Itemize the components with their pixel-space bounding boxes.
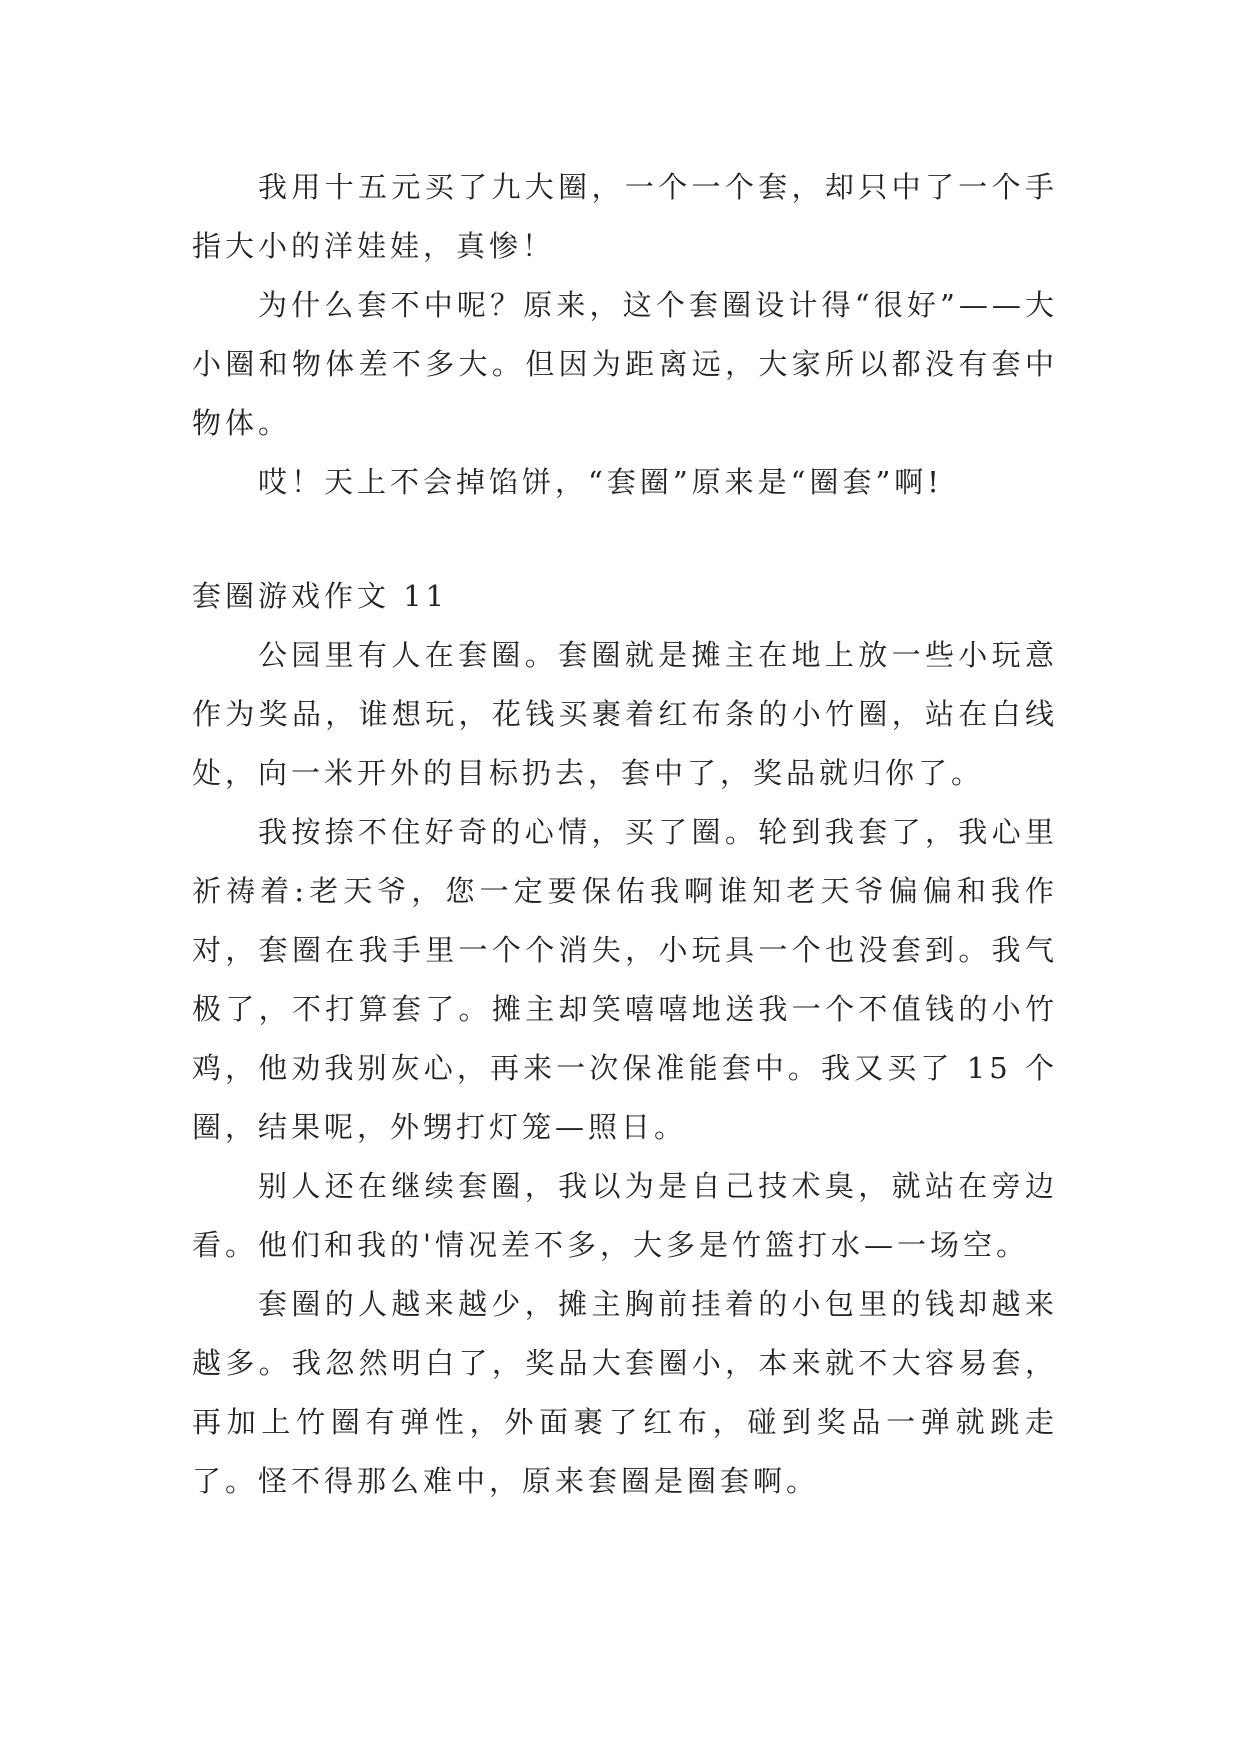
paragraph: 我按捺不住好奇的心情，买了圈。轮到我套了，我心里祈祷着:老天爷，您一定要保佑我啊谁知老天爷偏偏和我作对，套圈在我手里一个个消失，小玩具一个也没套到。我气极了，不打算套了。摊主却笑嘻嘻地送我一个不值钱的小竹鸡，他劝我别灰心，再来一次保准能套中。我又买了 15 个圈，结果呢，外甥打灯笼—照日。 xyxy=(192,815,1058,1144)
paragraph: 我用十五元买了九大圈，一个一个套，却只中了一个手指大小的洋娃娃，真惨！ xyxy=(192,170,1058,263)
paragraph: 为什么套不中呢？原来，这个套圈设计得“很好”——大小圈和物体差不多大。但因为距离远，大家所以都没有套中物体。 xyxy=(192,288,1058,440)
paragraph: 别人还在继续套圈，我以为是自己技术臭，就站在旁边看。他们和我的'情况差不多，大多是竹篮打水—一场空。 xyxy=(192,1169,1058,1262)
essay-section xyxy=(192,567,1058,1511)
paragraph: 套圈的人越来越少，摊主胸前挂着的小包里的钱却越来越多。我忽然明白了，奖品大套圈小，本来就不大容易套，再加上竹圈有弹性，外面裹了红布，碰到奖品一弹就跳走了。怪不得那么难中，原来套圈是圈套啊。 xyxy=(192,1287,1058,1498)
paragraph: 哎！天上不会掉馅饼，“套圈”原来是“圈套”啊! xyxy=(258,465,943,499)
continued-essay-section xyxy=(192,158,1058,512)
paragraph: 公园里有人在套圈。套圈就是摊主在地上放一些小玩意作为奖品，谁想玩，花钱买裹着红布条的小竹圈，站在白线处，向一米开外的目标扔去，套中了，奖品就归你了。 xyxy=(192,638,1058,790)
essay-heading: 套圈游戏作文 11 xyxy=(192,579,449,613)
